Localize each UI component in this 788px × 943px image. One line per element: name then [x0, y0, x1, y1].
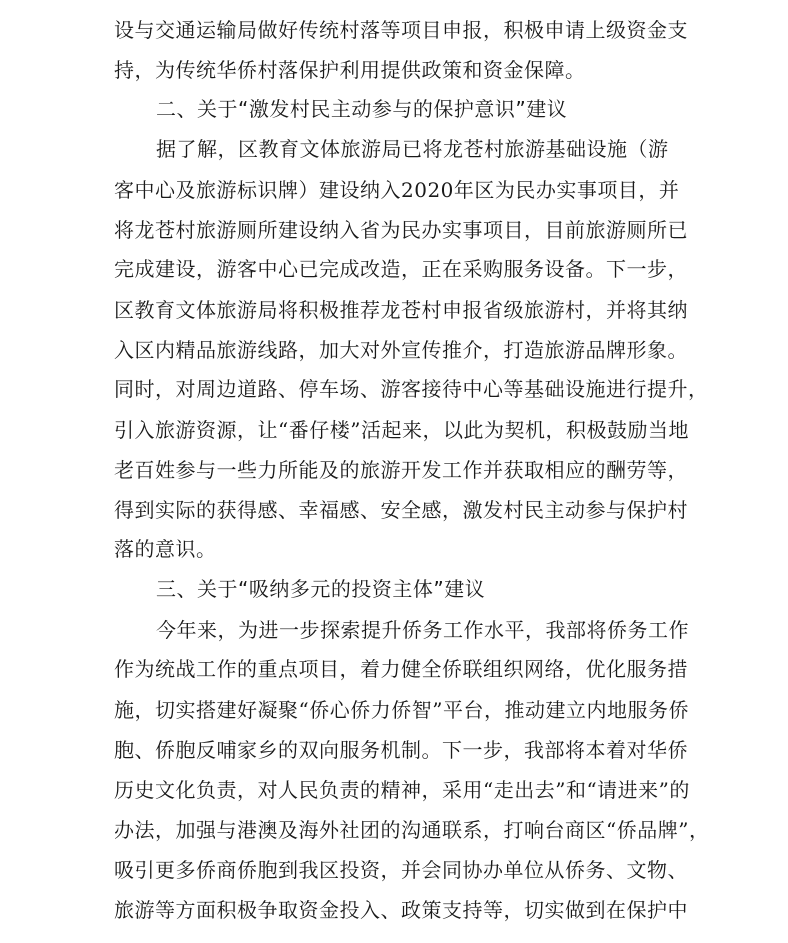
paragraph-start: 据了解，区教育文体旅游局已将龙苍村旅游基础设施（游	[156, 137, 669, 161]
text-line: 引入旅游资源，让“番仔楼”活起来，以此为契机，积极鼓励当地	[114, 418, 689, 442]
text-line: 设与交通运输局做好传统村落等项目申报，积极申请上级资金支	[114, 18, 688, 42]
text-line: 历史文化负责，对人民负责的精神，采用“走出去”和“请进来”的	[114, 778, 690, 802]
text-line: 吸引更多侨商侨胞到我区投资，并会同协办单位从侨务、文物、	[114, 858, 688, 882]
text-line: 办法，加强与港澳及海外社团的沟通联系，打响台商区“侨品牌”，	[114, 818, 710, 842]
section-heading-3: 三、关于“吸纳多元的投资主体”建议	[156, 577, 486, 601]
text-line: 完成建设，游客中心已完成改造，正在采购服务设备。下一步，	[114, 257, 688, 281]
text-line: 入区内精品旅游线路，加大对外宣传推介，打造旅游品牌形象。	[114, 338, 688, 362]
text-line: 落的意识。	[114, 537, 217, 561]
section-heading-2: 二、关于“激发村民主动参与的保护意识”建议	[156, 97, 568, 121]
text-line: 客中心及旅游标识牌）建设纳入2020年区为民办实事项目，并	[114, 178, 680, 202]
paragraph-start: 今年来，为进一步探索提升侨务工作水平，我部将侨务工作	[156, 618, 689, 642]
text-line: 胞、侨胞反哺家乡的双向服务机制。下一步，我部将本着对华侨	[114, 738, 688, 762]
text-line: 老百姓参与一些力所能及的旅游开发工作并获取相应的酬劳等，	[114, 458, 688, 482]
text-line: 同时，对周边道路、停车场、游客接待中心等基础设施进行提升，	[114, 377, 709, 401]
text-line: 将龙苍村旅游厕所建设纳入省为民办实事项目，目前旅游厕所已	[114, 218, 688, 242]
text-line: 施，切实搭建好凝聚“侨心侨力侨智”平台，推动建立内地服务侨	[114, 698, 689, 722]
text-line: 得到实际的获得感、幸福感、安全感，激发村民主动参与保护村	[114, 498, 688, 522]
text-line: 作为统战工作的重点项目，着力健全侨联组织网络，优化服务措	[114, 657, 688, 681]
text-line: 持，为传统华侨村落保护利用提供政策和资金保障。	[114, 58, 586, 82]
text-line: 旅游等方面积极争取资金投入、政策支持等，切实做到在保护中	[114, 898, 688, 922]
text-line: 区教育文体旅游局将积极推荐龙苍村申报省级旅游村，并将其纳	[114, 298, 688, 322]
